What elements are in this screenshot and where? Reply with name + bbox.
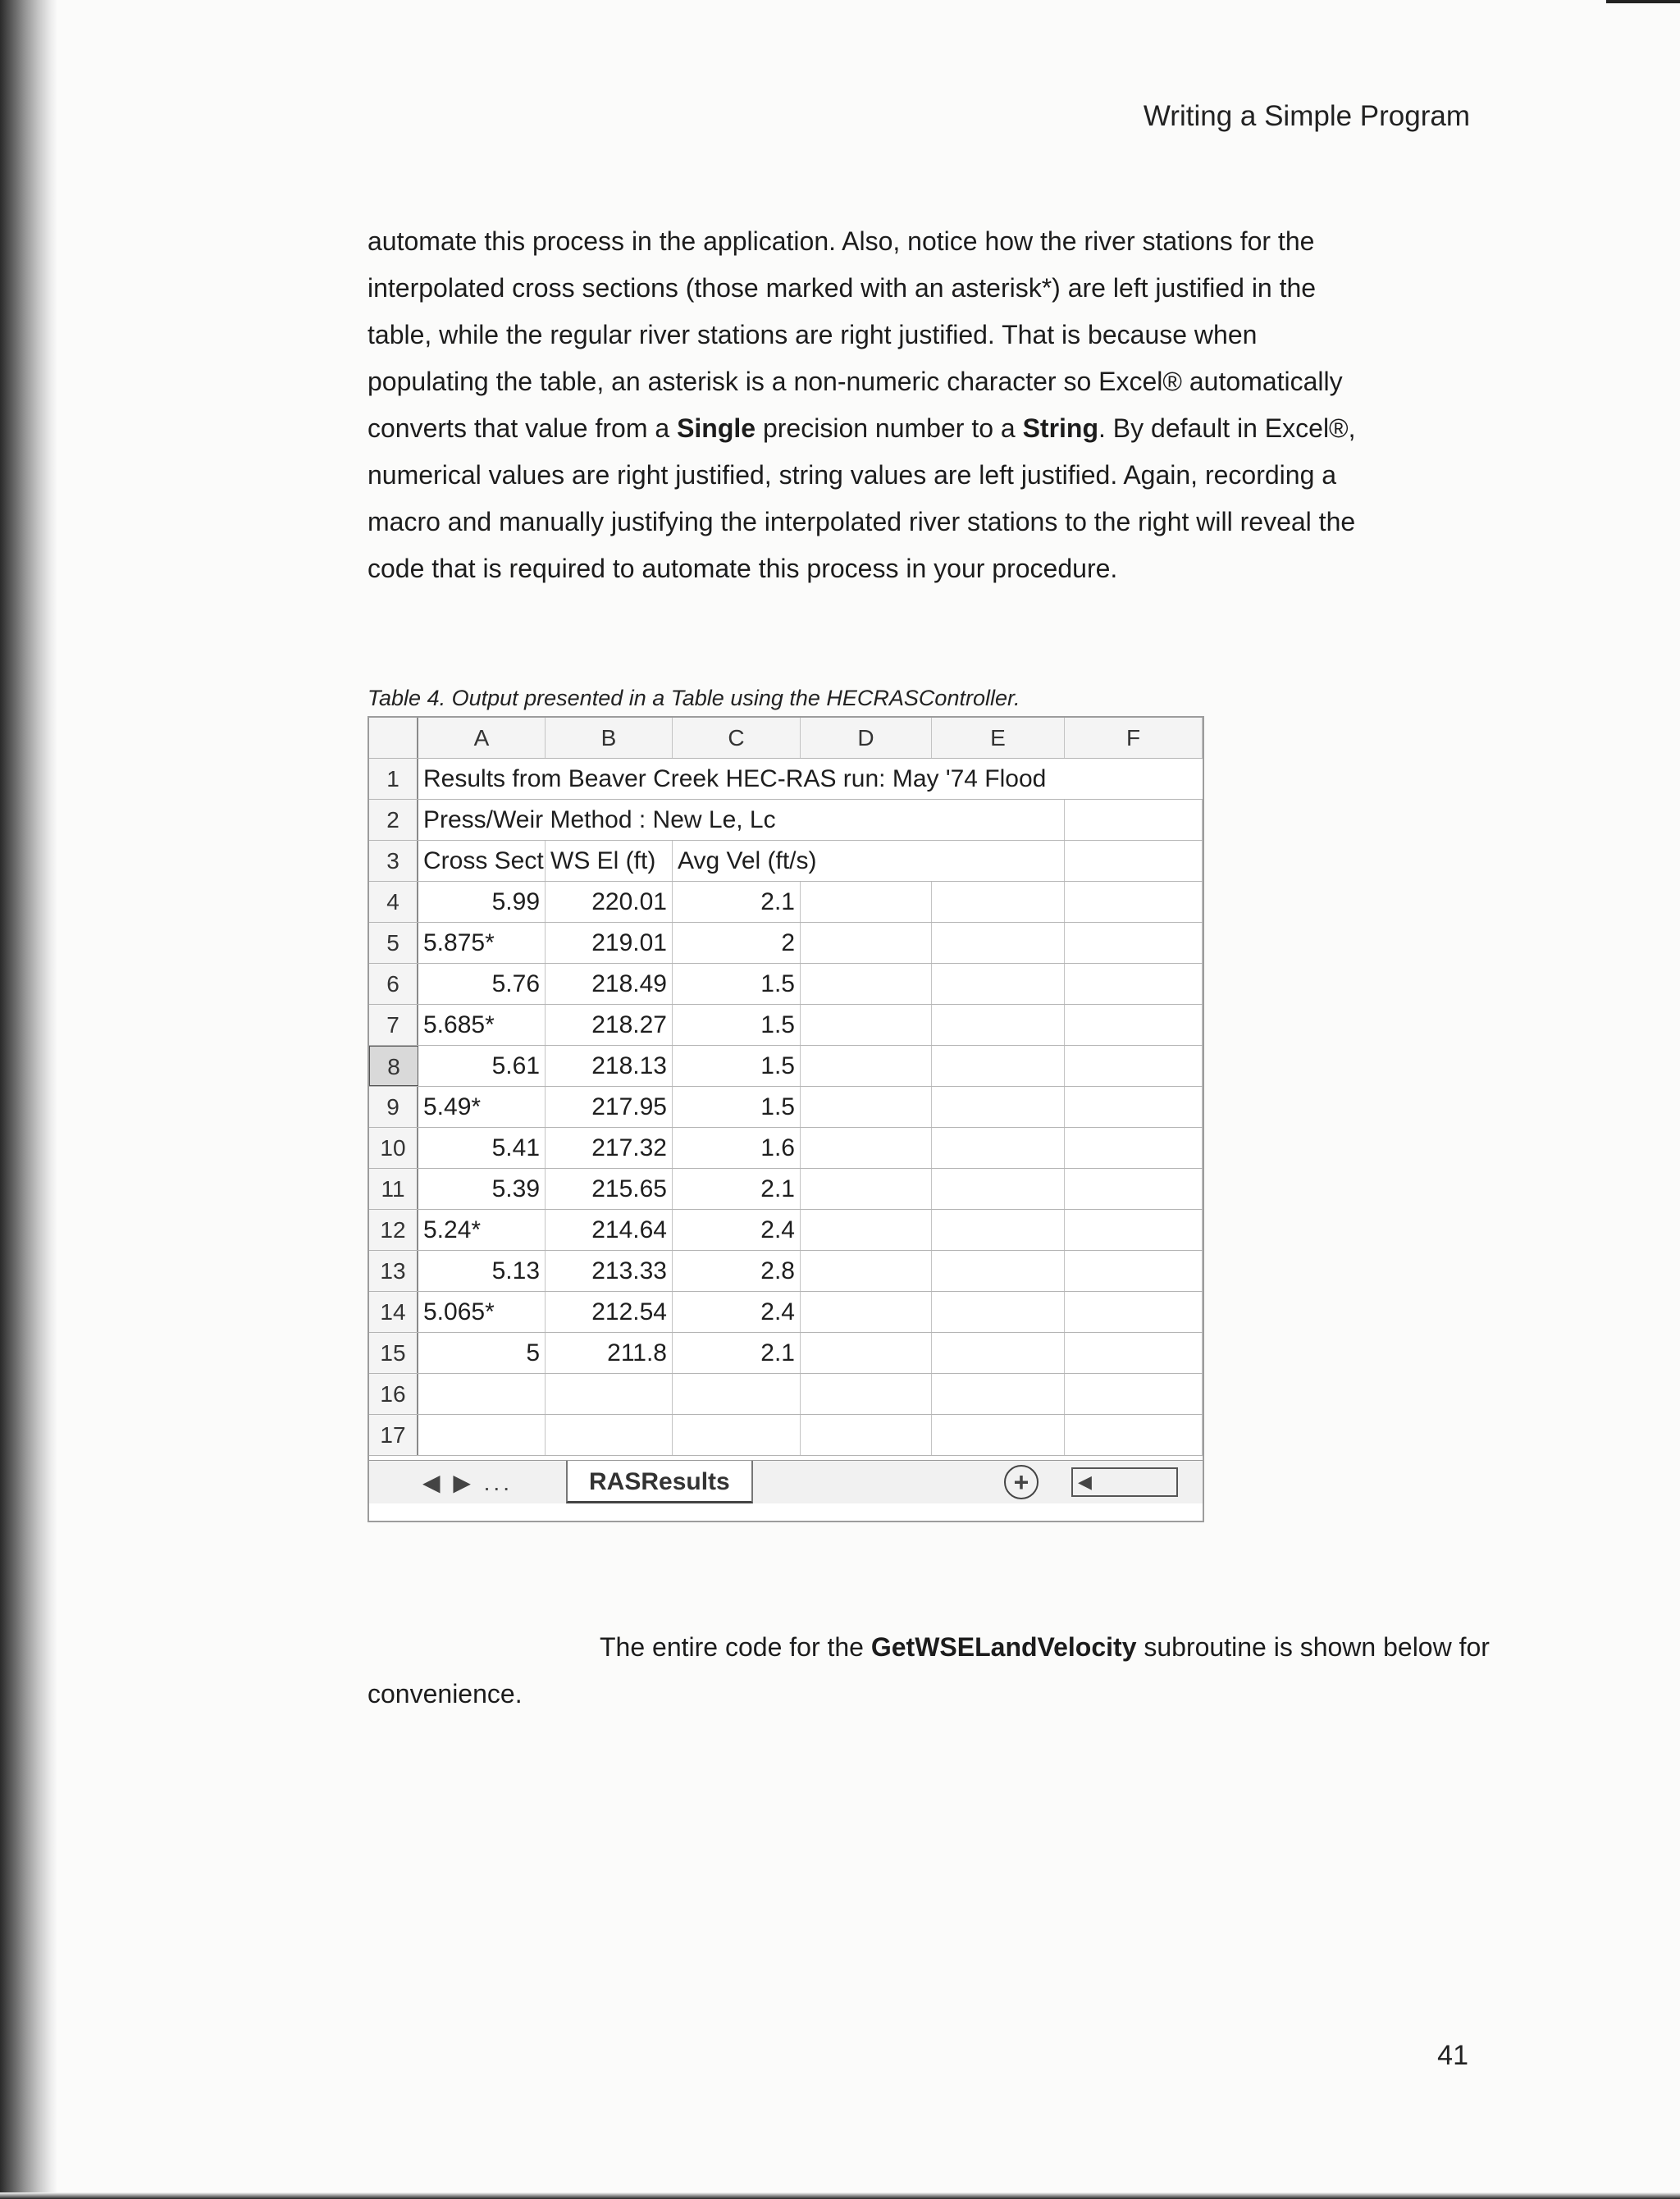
- avg-vel-cell[interactable]: 1.5: [673, 1005, 801, 1045]
- column-header-row: [369, 718, 1203, 759]
- cell[interactable]: [932, 1292, 1065, 1332]
- cell[interactable]: [418, 1374, 546, 1414]
- column-header-d[interactable]: D: [801, 718, 932, 758]
- cell[interactable]: [1065, 1333, 1203, 1373]
- cell[interactable]: [801, 1251, 932, 1291]
- row-number[interactable]: 2: [369, 800, 418, 840]
- paragraph-line: macro and manually justifying the interpolated river stations to the right will reveal the: [368, 507, 1356, 536]
- cell[interactable]: [1065, 1169, 1203, 1209]
- row-number[interactable]: 6: [369, 964, 418, 1004]
- cell[interactable]: [932, 964, 1065, 1004]
- table-row: [369, 1333, 1203, 1374]
- line-text: . By default in Excel®,: [1098, 413, 1356, 443]
- header-cross-sect[interactable]: Cross Sect: [418, 841, 546, 881]
- running-head: Writing a Simple Program: [1143, 100, 1470, 132]
- table-row: [369, 1046, 1203, 1087]
- scan-edge: [1606, 0, 1680, 3]
- ws-el-cell[interactable]: 218.13: [546, 1046, 673, 1086]
- avg-vel-cell[interactable]: 2: [673, 923, 801, 963]
- avg-vel-cell[interactable]: 1.5: [673, 1087, 801, 1127]
- data-rows: [369, 882, 1203, 1374]
- scroll-left-icon[interactable]: ◀: [1078, 1471, 1092, 1492]
- paragraph-line: [368, 1624, 1490, 1671]
- cell[interactable]: [932, 1087, 1065, 1127]
- table-row: [369, 1210, 1203, 1251]
- cross-sect-cell[interactable]: 5.685*: [418, 1005, 546, 1045]
- sheet-tab-bar: [369, 1460, 1203, 1503]
- sheet-tab-rasresults[interactable]: RASResults: [566, 1461, 753, 1503]
- row-number[interactable]: 9: [369, 1087, 418, 1127]
- cell[interactable]: [801, 1210, 932, 1250]
- avg-vel-cell[interactable]: 2.4: [673, 1210, 801, 1250]
- ws-el-cell[interactable]: 218.49: [546, 964, 673, 1004]
- table-row: [369, 1415, 1203, 1456]
- paragraph-line: [368, 405, 1467, 452]
- row-number[interactable]: 13: [369, 1251, 418, 1291]
- avg-vel-cell[interactable]: 1.6: [673, 1128, 801, 1168]
- cross-sect-cell[interactable]: 5.49*: [418, 1087, 546, 1127]
- cell[interactable]: [801, 1169, 932, 1209]
- cell[interactable]: [932, 1251, 1065, 1291]
- body-paragraph: [368, 218, 1467, 592]
- cell[interactable]: [1065, 1374, 1203, 1414]
- cell[interactable]: [1065, 1005, 1203, 1045]
- cell[interactable]: [932, 1374, 1065, 1414]
- cell[interactable]: [1065, 1128, 1203, 1168]
- ws-el-cell[interactable]: 219.01: [546, 923, 673, 963]
- ws-el-cell[interactable]: 215.65: [546, 1169, 673, 1209]
- cross-sect-cell[interactable]: 5.39: [418, 1169, 546, 1209]
- ws-el-cell[interactable]: 212.54: [546, 1292, 673, 1332]
- cell[interactable]: [1065, 1415, 1203, 1455]
- cell[interactable]: [932, 800, 1065, 840]
- row-number[interactable]: 3: [369, 841, 418, 881]
- table-row: [369, 1169, 1203, 1210]
- line-text: converts that value from a: [368, 413, 678, 443]
- table-caption: Table 4. Output presented in a Table using the HECRASController.: [368, 686, 1020, 710]
- ws-el-cell[interactable]: 217.32: [546, 1128, 673, 1168]
- avg-vel-cell[interactable]: 2.1: [673, 1169, 801, 1209]
- avg-vel-cell[interactable]: 2.1: [673, 1333, 801, 1373]
- binding-shadow: [0, 0, 57, 2199]
- cell[interactable]: [932, 1333, 1065, 1373]
- cell[interactable]: [1065, 1251, 1203, 1291]
- paragraph-line: code that is required to automate this process in your procedure.: [368, 554, 1118, 583]
- cell[interactable]: [801, 1374, 932, 1414]
- paragraph-line: convenience.: [368, 1679, 523, 1709]
- row-number[interactable]: 14: [369, 1292, 418, 1332]
- ws-el-cell[interactable]: 217.95: [546, 1087, 673, 1127]
- cross-sect-cell[interactable]: 5.065*: [418, 1292, 546, 1332]
- column-header-b[interactable]: B: [546, 718, 673, 758]
- paragraph-line: interpolated cross sections (those marked with an asterisk*) are left justified in the: [368, 273, 1317, 303]
- avg-vel-cell[interactable]: 2.4: [673, 1292, 801, 1332]
- table-row: [369, 800, 1203, 841]
- horizontal-scrollbar[interactable]: [1071, 1467, 1178, 1497]
- cross-sect-cell[interactable]: 5.76: [418, 964, 546, 1004]
- paragraph-line: automate this process in the application. Also, notice how the river stations for the: [368, 226, 1315, 256]
- ws-el-cell[interactable]: 213.33: [546, 1251, 673, 1291]
- cell[interactable]: [932, 1210, 1065, 1250]
- cell[interactable]: [932, 882, 1065, 922]
- column-header-c[interactable]: C: [673, 718, 801, 758]
- sheet-nav-arrows[interactable]: ◀ ▶ ...: [422, 1469, 513, 1495]
- table-row: [369, 1087, 1203, 1128]
- cell[interactable]: [801, 882, 932, 922]
- column-header-f[interactable]: F: [1065, 718, 1203, 758]
- page-number: 41: [1437, 2040, 1468, 2071]
- cell[interactable]: [1065, 1087, 1203, 1127]
- cell[interactable]: [1065, 841, 1203, 881]
- row-number[interactable]: 4: [369, 882, 418, 922]
- cell[interactable]: [932, 1046, 1065, 1086]
- avg-vel-cell[interactable]: 2.8: [673, 1251, 801, 1291]
- cell[interactable]: [932, 1415, 1065, 1455]
- table-row: [369, 1374, 1203, 1415]
- cell[interactable]: [801, 1005, 932, 1045]
- avg-vel-cell[interactable]: 2.1: [673, 882, 801, 922]
- row-number[interactable]: 17: [369, 1415, 418, 1455]
- row-number[interactable]: 12: [369, 1210, 418, 1250]
- cell[interactable]: [801, 1292, 932, 1332]
- table-row: [369, 841, 1203, 882]
- cell[interactable]: [801, 1046, 932, 1086]
- table-row: [369, 759, 1203, 800]
- cell[interactable]: [1065, 882, 1203, 922]
- cell[interactable]: [801, 1415, 932, 1455]
- bold-term-single: Single: [677, 413, 756, 443]
- row-number[interactable]: 7: [369, 1005, 418, 1045]
- cell[interactable]: [932, 1128, 1065, 1168]
- paragraph-line: numerical values are right justified, string values are left justified. Again, recording a: [368, 460, 1337, 490]
- table-row: [369, 1251, 1203, 1292]
- scan-edge-bottom: [0, 2192, 1680, 2199]
- header-ws-el[interactable]: WS El (ft): [546, 841, 673, 881]
- column-header-a[interactable]: A: [418, 718, 546, 758]
- table-row: [369, 1292, 1203, 1333]
- cell[interactable]: [1065, 923, 1203, 963]
- cell[interactable]: [932, 1005, 1065, 1045]
- cell[interactable]: [1065, 800, 1203, 840]
- closing-paragraph: [368, 1624, 1490, 1718]
- row-number[interactable]: 8: [369, 1046, 418, 1086]
- cell[interactable]: [546, 1415, 673, 1455]
- cell[interactable]: [673, 1415, 801, 1455]
- cell[interactable]: [418, 1415, 546, 1455]
- cell[interactable]: [932, 923, 1065, 963]
- title-cell[interactable]: Results from Beaver Creek HEC-RAS run: May '74 Flood: [423, 765, 1047, 792]
- line-text: precision number to a: [756, 413, 1023, 443]
- cell[interactable]: [1065, 1210, 1203, 1250]
- cell[interactable]: [1065, 1292, 1203, 1332]
- cross-sect-cell[interactable]: 5.41: [418, 1128, 546, 1168]
- table-row: [369, 1005, 1203, 1046]
- cross-sect-cell[interactable]: 5.24*: [418, 1210, 546, 1250]
- cross-sect-cell[interactable]: 5.875*: [418, 923, 546, 963]
- table-row: [369, 1128, 1203, 1169]
- cell[interactable]: [673, 1374, 801, 1414]
- bold-term-string: String: [1022, 413, 1099, 443]
- add-sheet-icon[interactable]: +: [1004, 1465, 1039, 1499]
- ws-el-cell[interactable]: 218.27: [546, 1005, 673, 1045]
- spreadsheet-screenshot: [368, 716, 1204, 1522]
- paragraph-line: populating the table, an asterisk is a non-numeric character so Excel® automatically: [368, 367, 1343, 396]
- avg-vel-cell[interactable]: 1.5: [673, 1046, 801, 1086]
- cell[interactable]: [1065, 1046, 1203, 1086]
- cell[interactable]: [801, 1087, 932, 1127]
- cross-sect-cell[interactable]: 5: [418, 1333, 546, 1373]
- cell[interactable]: [546, 1374, 673, 1414]
- line-text: The entire code for the: [600, 1632, 871, 1662]
- cross-sect-cell[interactable]: 5.61: [418, 1046, 546, 1086]
- sheet-grid: [369, 718, 1203, 1456]
- cell[interactable]: [932, 1169, 1065, 1209]
- table-row: [369, 882, 1203, 923]
- row-number[interactable]: 5: [369, 923, 418, 963]
- cross-sect-cell[interactable]: 5.13: [418, 1251, 546, 1291]
- header-avg-vel[interactable]: Avg Vel (ft/s): [678, 847, 817, 874]
- method-cell[interactable]: Press/Weir Method : New Le, Lc: [423, 806, 776, 833]
- select-all-corner[interactable]: [369, 718, 418, 758]
- row-number[interactable]: 16: [369, 1374, 418, 1414]
- cell[interactable]: [801, 964, 932, 1004]
- table-row: [369, 923, 1203, 964]
- row-number[interactable]: 10: [369, 1128, 418, 1168]
- cross-sect-cell[interactable]: 5.99: [418, 882, 546, 922]
- row-number[interactable]: 1: [369, 759, 418, 799]
- paragraph-line: table, while the regular river stations are right justified. That is because when: [368, 320, 1258, 349]
- avg-vel-cell[interactable]: 1.5: [673, 964, 801, 1004]
- line-text: subroutine is shown below for: [1136, 1632, 1490, 1662]
- cell[interactable]: [801, 1128, 932, 1168]
- column-header-e[interactable]: E: [932, 718, 1065, 758]
- ws-el-cell[interactable]: 220.01: [546, 882, 673, 922]
- bold-term-subroutine: GetWSELandVelocity: [870, 1632, 1137, 1662]
- cell[interactable]: [932, 841, 1065, 881]
- row-number[interactable]: 15: [369, 1333, 418, 1373]
- ws-el-cell[interactable]: 211.8: [546, 1333, 673, 1373]
- ws-el-cell[interactable]: 214.64: [546, 1210, 673, 1250]
- cell[interactable]: [801, 1333, 932, 1373]
- table-row: [369, 964, 1203, 1005]
- row-number[interactable]: 11: [369, 1169, 418, 1209]
- cell[interactable]: [801, 923, 932, 963]
- cell[interactable]: [1065, 964, 1203, 1004]
